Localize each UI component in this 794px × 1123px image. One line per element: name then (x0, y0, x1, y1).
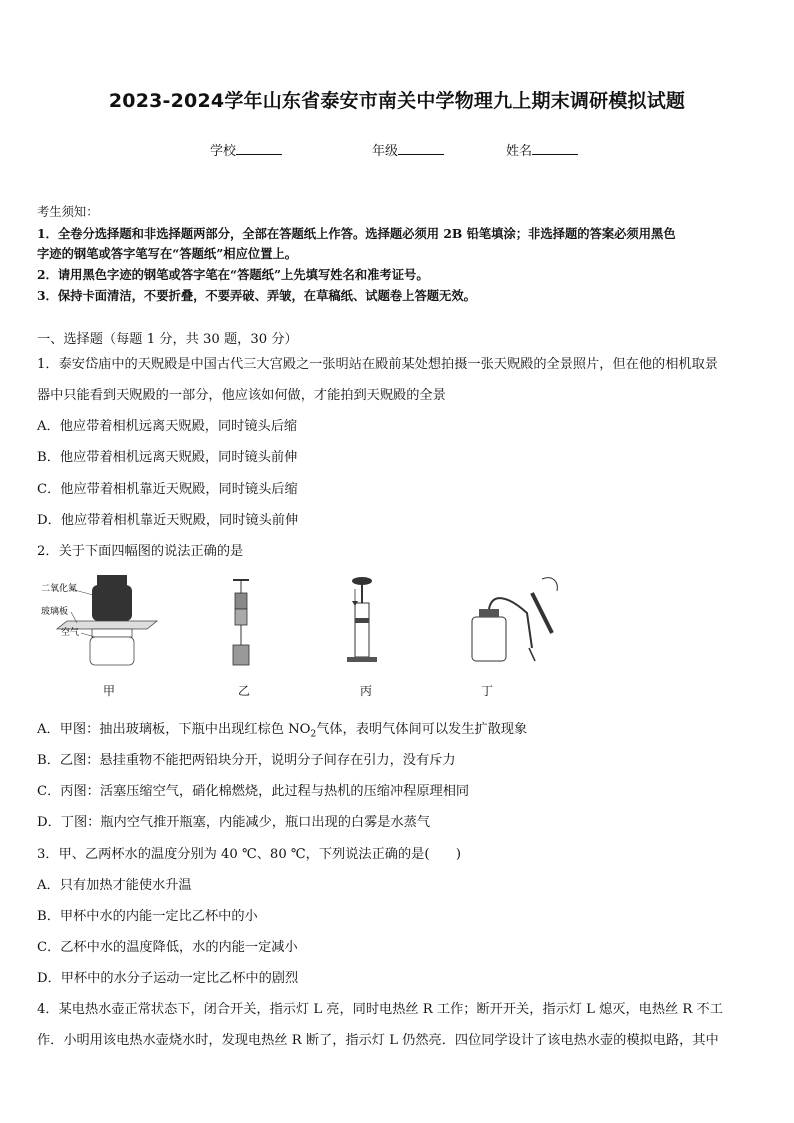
question-2-option-d: D．丁图：瓶内空气推开瓶塞，内能减少，瓶口出现的白雾是水蒸气 (37, 815, 431, 830)
question-2-stem: 2．关于下面四幅图的说法正确的是 (37, 544, 244, 559)
figure-bing-piston (347, 577, 377, 662)
caption-jia: 甲 (103, 684, 116, 698)
question-1-option-d: D．他应带着相机靠近天贶殿，同时镜头前伸 (37, 513, 299, 528)
question-4-stem-cont: 作．小明用该电热水壶烧水时，发现电热丝 R 断了，指示灯 L 仍然亮．四位同学设计了该电热水壶的模拟电路，其中 (37, 1033, 719, 1048)
question-3-option-d: D．甲杯中的水分子运动一定比乙杯中的剧烈 (37, 971, 299, 986)
label-no2: 二氧化氮 (41, 584, 78, 594)
grade-field[interactable] (372, 140, 444, 159)
option-a-text-cont: 气体，表明气体间可以发生扩散现象 (316, 722, 528, 737)
school-label: 学校 (210, 144, 237, 159)
question-2-option-b: B．乙图：悬挂重物不能把两铅块分开，说明分子间存在引力，没有斥力 (37, 753, 456, 768)
question-3-option-a: A．只有加热才能使水升温 (37, 878, 192, 893)
question-1-stem: 1．泰安岱庙中的天贶殿是中国古代三大宫殿之一张明站在殿前某处想拍摄一张天贶殿的全景照片，但在他的相机取景 (37, 357, 718, 372)
section-heading: 一、选择题（每题 1 分，共 30 题，30 分） (37, 332, 298, 347)
notice-item: 2．请用黑色字迹的钢笔或答字笔在“答题纸”上先填写姓名和准考证号。 (37, 267, 429, 282)
question-4-stem: 4．某电热水壶正常状态下，闭合开关，指示灯 L 亮，同时电热丝 R 工作；断开开关，指示灯 L 熄灭，电热丝 R 不工 (37, 1002, 723, 1017)
notice-heading: 考生须知： (37, 205, 99, 219)
school-blank[interactable] (236, 141, 282, 155)
question-3-option-b: B．甲杯中水的内能一定比乙杯中的小 (37, 909, 258, 924)
question-2-option-c: C．丙图：活塞压缩空气，硝化棉燃烧，此过程与热机的压缩冲程原理相同 (37, 784, 470, 799)
subscript-2: 2 (310, 729, 317, 740)
caption-yi: 乙 (238, 684, 251, 698)
question-1-stem-cont: 器中只能看到天贶殿的一部分，他应该如何做，才能拍到天贶殿的全景 (37, 388, 446, 403)
question-1-option-a: A．他应带着相机远离天贶殿，同时镜头后缩 (37, 419, 298, 434)
figure-yi-lead-blocks (233, 580, 249, 665)
question-3-option-c: C．乙杯中水的温度降低，水的内能一定减小 (37, 940, 298, 955)
grade-blank[interactable] (398, 141, 444, 155)
page-title: 2023-2024学年山东省泰安市南关中学物理九上期末调研模拟试题 (108, 90, 686, 112)
question-2-option-a (37, 718, 527, 740)
figure-ding-bottle-pump (472, 578, 557, 661)
name-label: 姓名 (506, 144, 533, 159)
figure-jia-gas-diffusion (41, 575, 157, 665)
name-field[interactable] (506, 140, 578, 159)
notice-item: 3．保持卡面清洁，不要折叠，不要弄破、弄皱，在草稿纸、试题卷上答题无效。 (37, 288, 476, 303)
question-2-figures (37, 573, 757, 703)
name-blank[interactable] (532, 141, 578, 155)
question-1-option-b: B．他应带着相机远离天贶殿，同时镜头前伸 (37, 450, 298, 465)
label-glass: 玻璃板 (41, 607, 69, 617)
notice-item: 1．全卷分选择题和非选择题两部分，全部在答题纸上作答。选择题必须用 2B 铅笔填涂；非选择题的答案必须用黑色 (37, 226, 676, 241)
label-air: 空气 (61, 628, 80, 638)
question-3-stem: 3．甲、乙两杯水的温度分别为 40 ℃、80 ℃，下列说法正确的是( ) (37, 847, 462, 862)
option-a-text: A．甲图：抽出玻璃板，下瓶中出现红棕色 NO (37, 722, 311, 737)
question-1-option-c: C．他应带着相机靠近天贶殿，同时镜头后缩 (37, 482, 298, 497)
caption-bing: 丙 (360, 684, 373, 698)
caption-ding: 丁 (481, 684, 494, 698)
notice-item: 字迹的钢笔或答字笔写在“答题纸”相应位置上。 (37, 246, 298, 261)
grade-label: 年级 (372, 144, 399, 159)
school-field[interactable] (210, 140, 282, 159)
